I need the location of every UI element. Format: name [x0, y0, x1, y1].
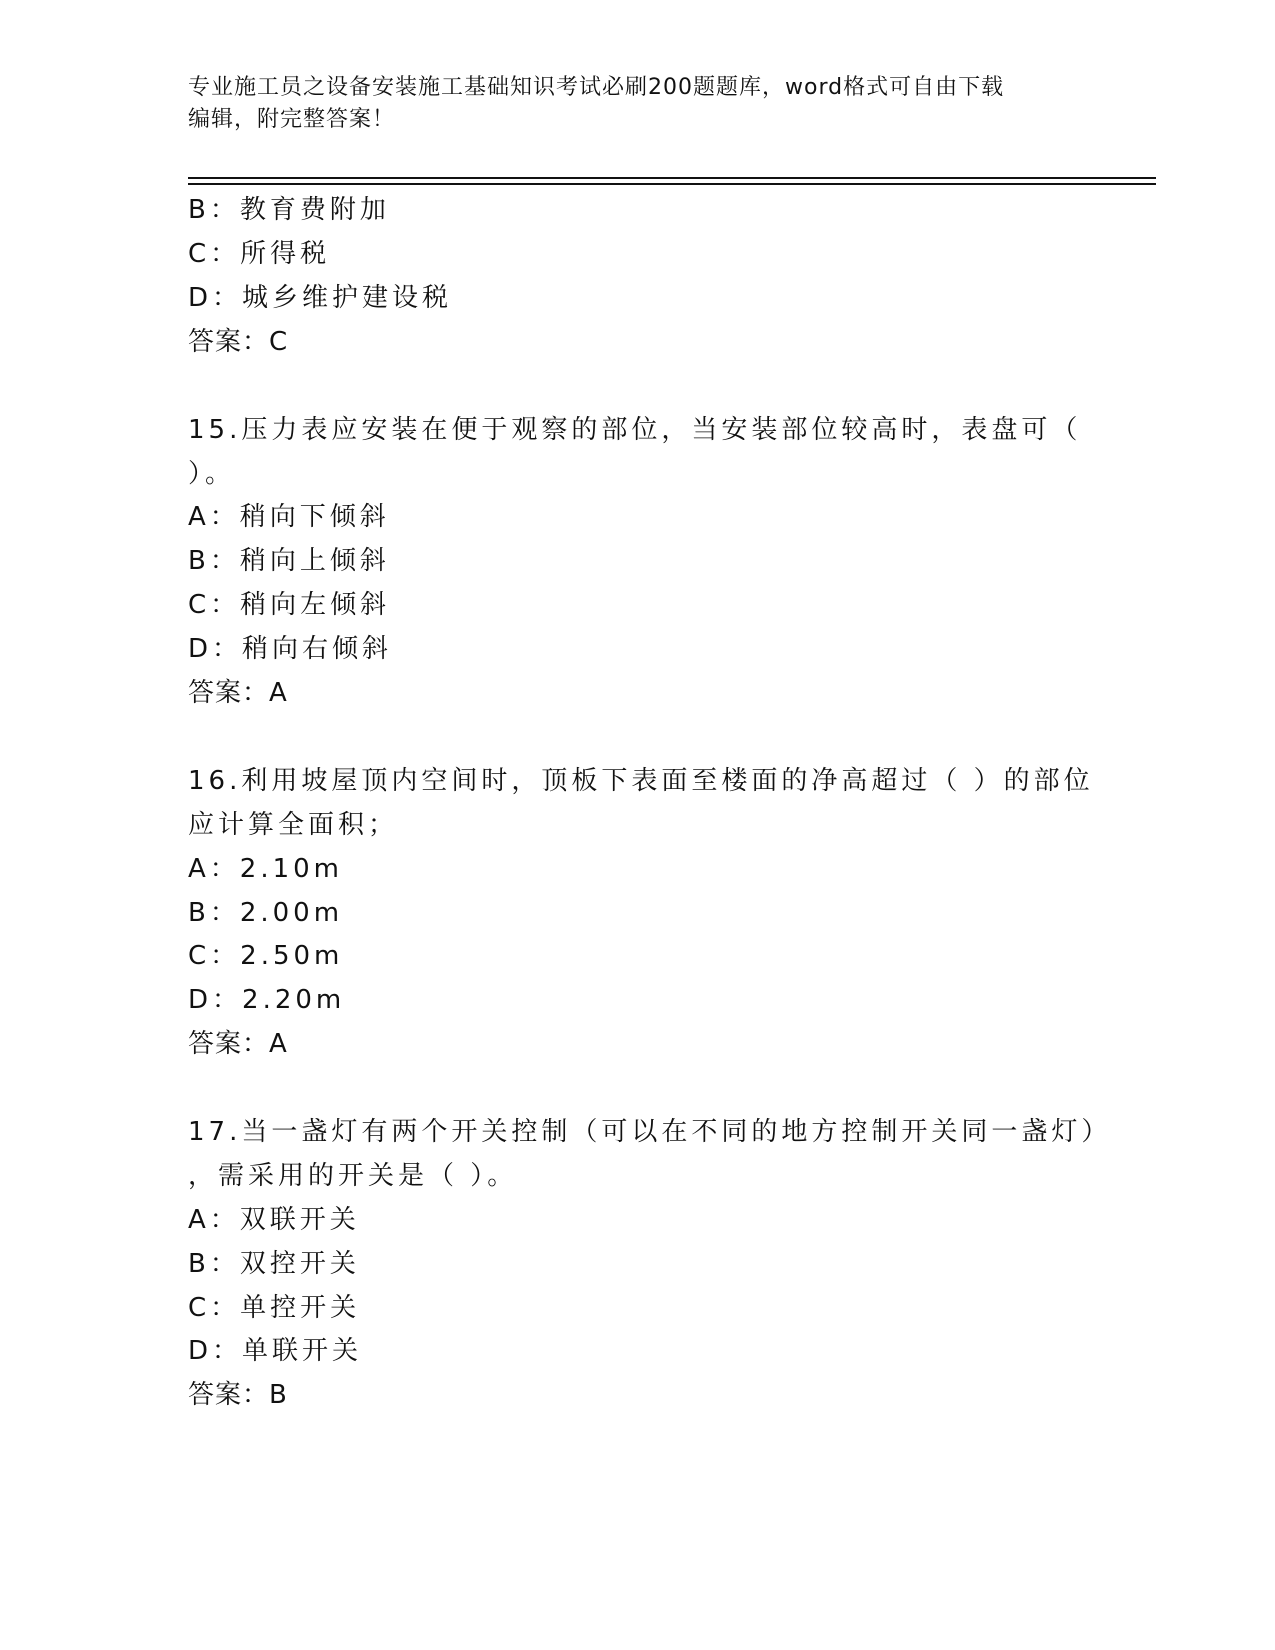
header-line-2: 编辑，附完整答案！ — [188, 107, 396, 132]
answer: 答案：C — [188, 327, 289, 357]
option-a: A：2.10m — [188, 854, 344, 884]
option-c: C：所得税 — [188, 239, 331, 269]
option-d: D：城乡维护建设税 — [188, 283, 453, 313]
question-stem-line-1: 17.当一盏灯有两个开关控制（可以在不同的地方控制开关同一盏灯） — [188, 1117, 1112, 1147]
question-stem-line-2: ）。 — [188, 459, 236, 489]
option-d: D：单联开关 — [188, 1336, 363, 1366]
option-c: C：单控开关 — [188, 1293, 361, 1323]
option-b: B：稍向上倾斜 — [188, 546, 390, 576]
option-c: C：2.50m — [188, 941, 344, 971]
option-b: B：教育费附加 — [188, 195, 390, 225]
header-rule-top — [188, 177, 1156, 179]
answer: 答案：A — [188, 1029, 288, 1059]
header-line-1: 专业施工员之设备安装施工基础知识考试必刷200题题库，word格式可自由下载 — [188, 75, 1005, 100]
option-b: B：2.00m — [188, 898, 344, 928]
question-stem-line-2: 应计算全面积； — [188, 810, 399, 840]
option-d: D：2.20m — [188, 985, 346, 1015]
option-d: D：稍向右倾斜 — [188, 634, 393, 664]
document-header — [188, 72, 1088, 136]
option-a: A：稍向下倾斜 — [188, 502, 390, 532]
question-stem-line-1: 15.压力表应安装在便于观察的部位，当安装部位较高时，表盘可（ — [188, 415, 1082, 445]
option-c: C：稍向左倾斜 — [188, 590, 391, 620]
answer: 答案：A — [188, 678, 288, 708]
question-stem-line-2: ，需采用的开关是（ ）。 — [188, 1161, 518, 1191]
option-b: B：双控开关 — [188, 1249, 360, 1279]
answer: 答案：B — [188, 1380, 288, 1410]
header-rule-bottom — [188, 183, 1156, 185]
question-stem-line-1: 16.利用坡屋顶内空间时，顶板下表面至楼面的净高超过（ ）的部位 — [188, 766, 1094, 796]
option-a: A：双联开关 — [188, 1205, 360, 1235]
